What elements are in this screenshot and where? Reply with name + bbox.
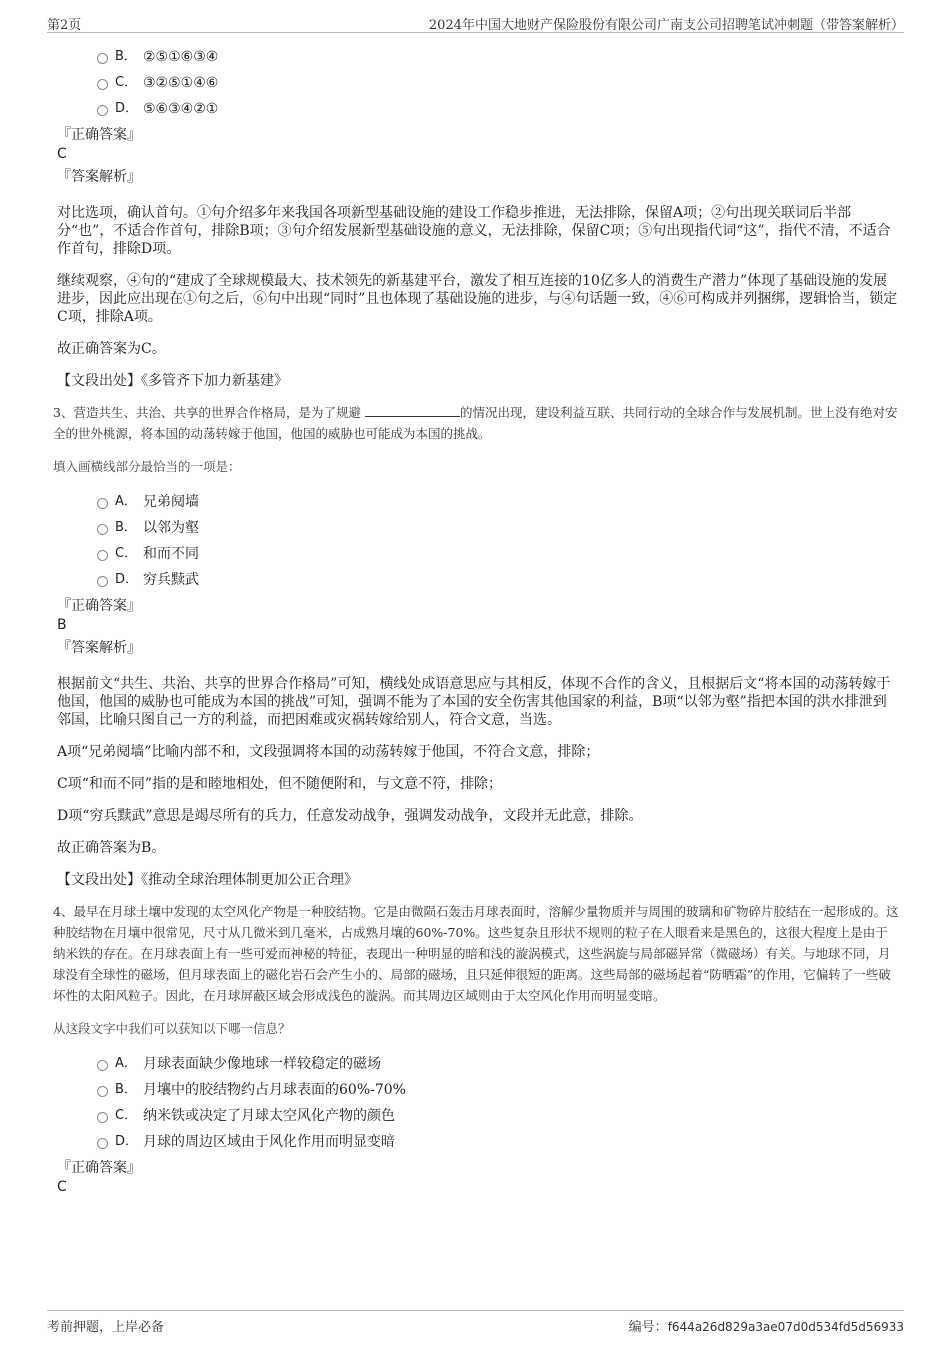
q4-option-a[interactable]: A． 月球表面缺少像地球一样较稳定的磁场 [55, 1051, 900, 1077]
question-prompt: 填入画横线部分最恰当的一项是： [53, 459, 241, 474]
code-value: f644a26d829a3ae07d0d534fd5d56933 [667, 1320, 904, 1334]
radio-icon[interactable] [97, 1060, 108, 1071]
correct-answer: C [57, 1179, 67, 1195]
analysis-paragraph: 继续观察，④句的“建成了全球规模最大、技术领先的新基建平台，激发了相互连接的10亿多人的消费生产潜力”体现了基础设施的发展进步，因此应出现在①句之后，⑥句中出现“同时”且也体现了基础设施的进步，与④句话题一致，④⑥可构成并列捆绑，逻辑恰当，锁定C项，排除A项。 [57, 273, 898, 325]
radio-icon[interactable] [97, 105, 108, 116]
q3-option-a[interactable]: A． 兄弟阋墙 [55, 489, 900, 515]
analysis-paragraph: 对比选项，确认首句。①句介绍多年来我国各项新型基础设施的建设工作稳步推进，无法排除，保留A项；②句出现关联词后半部分“也”，不适合作首句，排除B项；③句介绍发展新型基础设施的意义，无法排除，保留C项；⑤句出现指代词“这”，指代不清，不适合作首句，排除D项。 [57, 205, 891, 257]
document-title: 2024年中国大地财产保险股份有限公司广南支公司招聘笔试冲刺题（带答案解析） [428, 18, 904, 33]
radio-icon[interactable] [97, 550, 108, 561]
correct-answer: C [57, 146, 67, 162]
radio-icon[interactable] [97, 1112, 108, 1123]
document-body [55, 44, 900, 1197]
question-3-stem: 3、营造共生、共治、共享的世界合作格局，是为了规避 的情况出现，建设利益互联、共同行动的全球合作与发展机制。世上没有绝对安全的世外桃源，将本国的动荡转嫁于他国，他国的威胁也可能成为本国的挑战。 [53, 405, 898, 441]
question-prompt: 从这段文字中我们可以获知以下哪一信息？ [53, 1021, 291, 1036]
radio-icon[interactable] [97, 1138, 108, 1149]
q4-option-b[interactable]: B． 月壤中的胶结物约占月球表面的60%-70% [55, 1077, 900, 1103]
q4-options [55, 1051, 900, 1155]
q4-option-c[interactable]: C． 纳米铁或决定了月球太空风化产物的颜色 [55, 1103, 900, 1129]
q2-option-b[interactable]: B． ②⑤①⑥③④ [55, 44, 900, 70]
fill-blank [365, 404, 460, 417]
q3-option-b[interactable]: B． 以邻为壑 [55, 515, 900, 541]
page-footer [47, 1310, 904, 1335]
source-citation: 【文段出处】《多管齐下加力新基建》 [57, 373, 288, 389]
radio-icon[interactable] [97, 53, 108, 64]
analysis-label: 『答案解析』 [57, 169, 141, 185]
answer-label: 『正确答案』 [57, 1160, 141, 1176]
analysis-paragraph: A项“兄弟阋墙”比喻内部不和，文段强调将本国的动荡转嫁于他国，不符合文意，排除； [57, 744, 600, 760]
radio-icon[interactable] [97, 524, 108, 535]
q2-option-d[interactable]: D． ⑤⑥③④②① [55, 96, 900, 122]
page-number: 第2页 [47, 18, 82, 33]
correct-answer: B [57, 617, 67, 633]
document-code [629, 1316, 904, 1335]
analysis-paragraph: D项“穷兵黩武”意思是竭尽所有的兵力，任意发动战争，强调发动战争，文段并无此意，排除。 [57, 808, 643, 824]
analysis-paragraph: 故正确答案为B。 [57, 840, 166, 856]
footer-slogan: 考前押题，上岸必备 [47, 1320, 165, 1335]
q3-option-c[interactable]: C． 和而不同 [55, 541, 900, 567]
analysis-paragraph: C项“和而不同”指的是和睦地相处，但不随便附和，与文意不符，排除； [57, 776, 503, 792]
q2-options [55, 44, 900, 122]
answer-label: 『正确答案』 [57, 127, 141, 143]
q4-option-d[interactable]: D． 月球的周边区域由于风化作用而明显变暗 [55, 1129, 900, 1155]
radio-icon[interactable] [97, 576, 108, 587]
q3-options [55, 489, 900, 593]
radio-icon[interactable] [97, 79, 108, 90]
q3-option-d[interactable]: D． 穷兵黩武 [55, 567, 900, 593]
q2-option-c[interactable]: C． ③②⑤①④⑥ [55, 70, 900, 96]
source-citation: 【文段出处】《推动全球治理体制更加公正合理》 [57, 872, 358, 888]
radio-icon[interactable] [97, 1086, 108, 1097]
radio-icon[interactable] [97, 498, 108, 509]
answer-label: 『正确答案』 [57, 598, 141, 614]
analysis-label: 『答案解析』 [57, 640, 141, 656]
question-4-stem: 4、最早在月球土壤中发现的太空风化产物是一种胶结物。它是由微陨石轰击月球表面时，溶解少量物质并与周围的玻璃和矿物碎片胶结在一起形成的。这种胶结物在月壤中很常见，尺寸从几微米到几毫米，占成熟月壤的60%-70%。这些复杂且形状不规则的粒子在人眼看来是黑色的，这很大程度上是由于纳米铁的存在。在月球表面上有一些可爱而神秘的特征，表现出一种明显的暗和浅的漩涡模式，这些涡旋与局部磁异常（微磁场）有关。与地球不同，月球没有全球性的磁场，但月球表面上的磁化岩石会产生小的、局部的磁场，且只延伸很短的距离。这些局部的磁场起着“防晒霜”的作用，它偏转了一些破坏性的太阳风粒子。因此，在月球屏蔽区域会形成浅色的漩涡。而其周边区域则由于太空风化作用而明显变暗。 [53, 904, 899, 1003]
code-label: 编号： [628, 1320, 668, 1335]
analysis-paragraph: 根据前文“共生、共治、共享的世界合作格局”可知，横线处成语意思应与其相反，体现不合作的含义，且根据后文“将本国的动荡转嫁于他国，他国的威胁也可能成为本国的挑战”可知，强调不能为了本国的安全伤害其他国家的利益，B项“以邻为壑”指把本国的洪水排泄到邻国，比喻只图自己一方的利益，而把困难或灾祸转嫁给别人，符合文意，当选。 [57, 676, 891, 728]
page-header [47, 12, 904, 33]
analysis-paragraph: 故正确答案为C。 [57, 341, 166, 357]
